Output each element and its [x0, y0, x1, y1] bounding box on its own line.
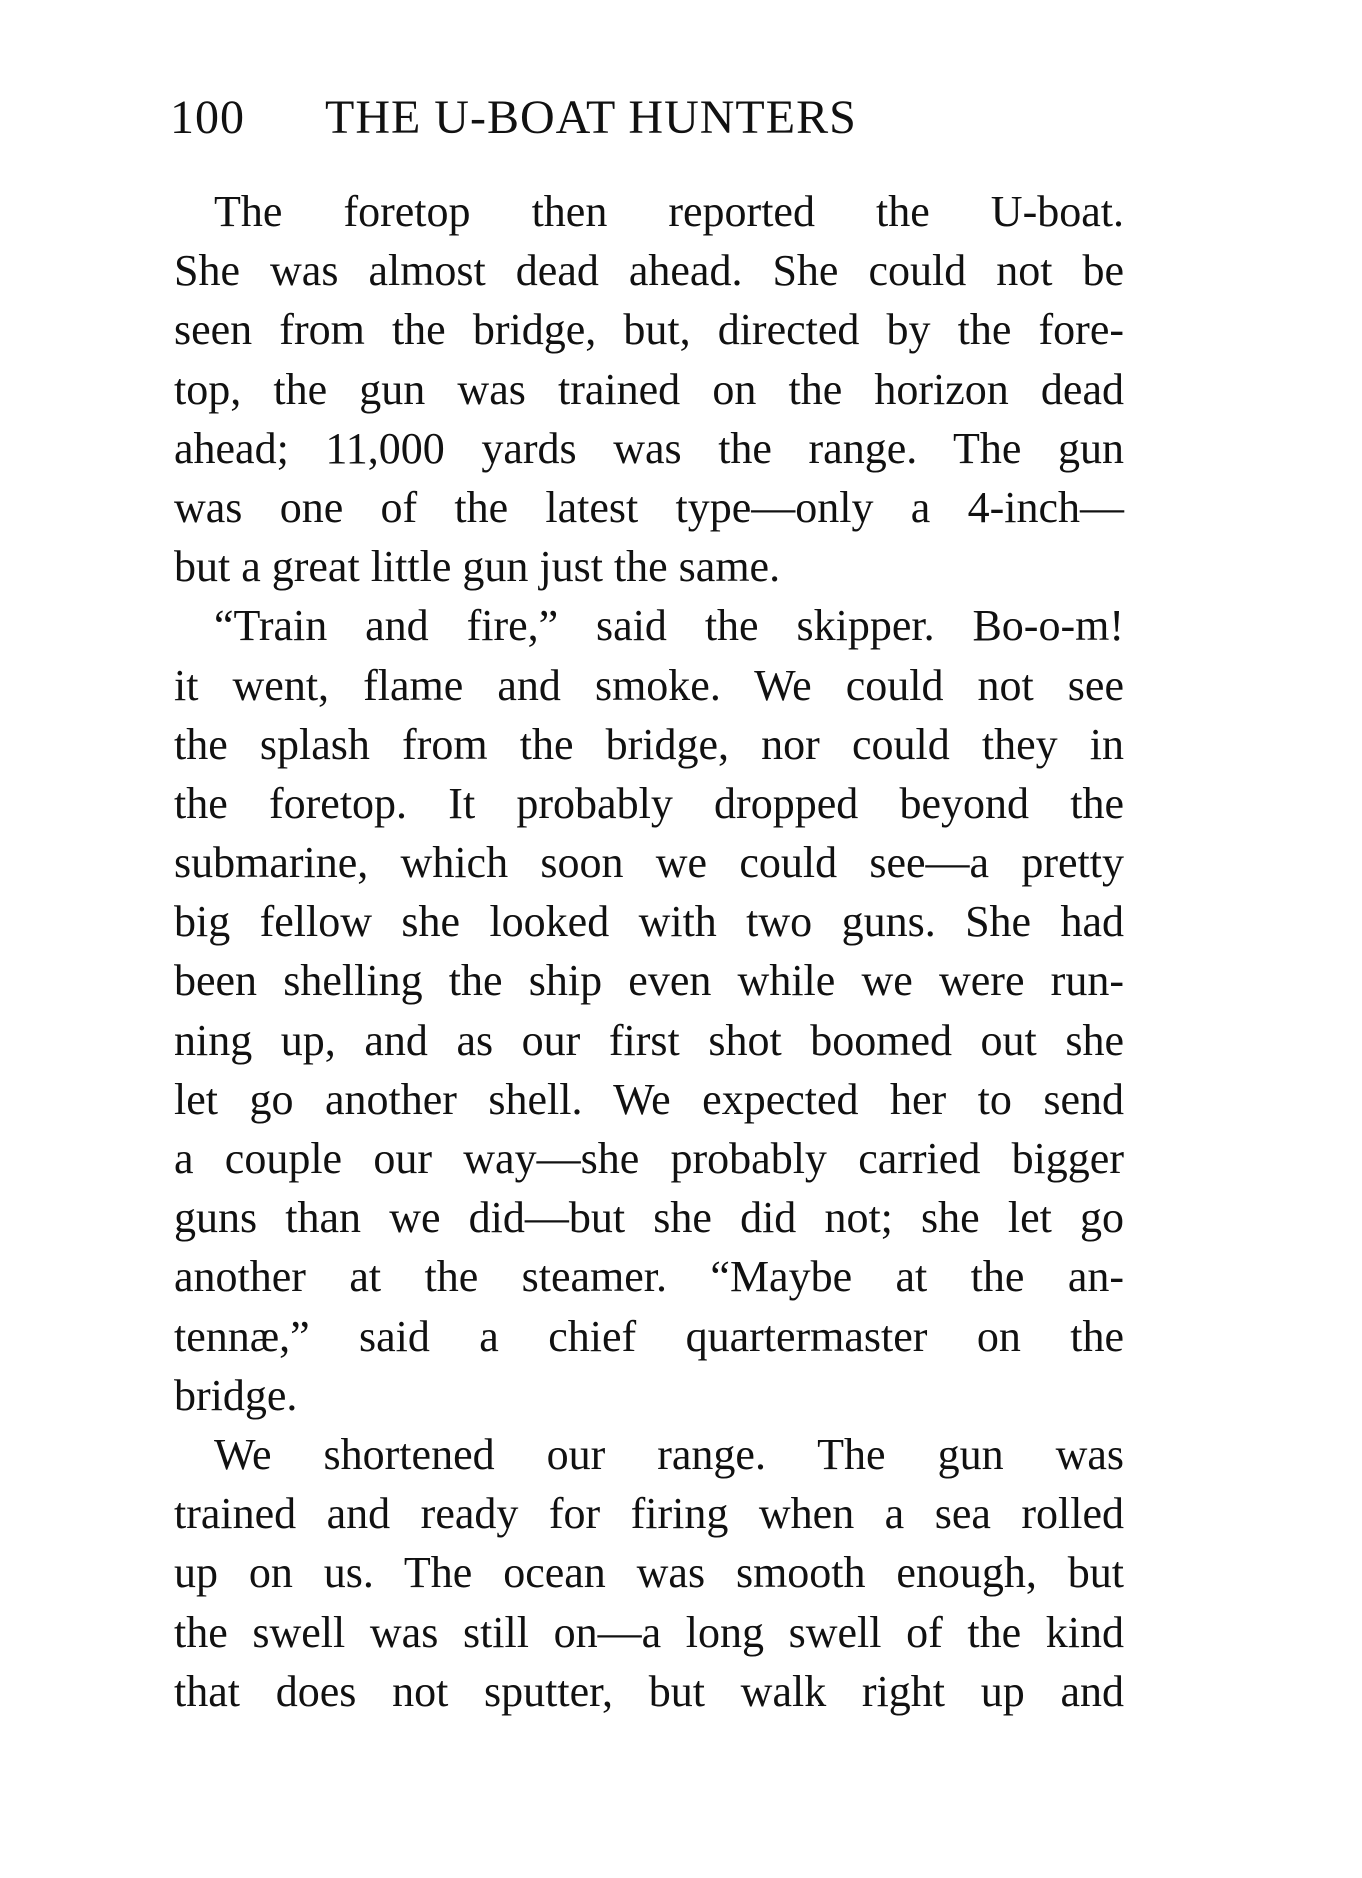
text-line: was one of the latest type—only a 4-inch— [174, 482, 1124, 532]
text-line: The foretop then reported the U-boat. [214, 187, 1124, 236]
text-line: let go another shell. We expected her to send [174, 1074, 1124, 1124]
text-line: bridge. [174, 1370, 298, 1420]
running-title: THE U-BOAT HUNTERS [325, 91, 857, 144]
text-line: the splash from the bridge, nor could they in [174, 719, 1124, 769]
text-line: a couple our way—she probably carried bigger [174, 1134, 1124, 1183]
text-line: the swell was still on—a long swell of the kind [174, 1607, 1124, 1657]
text-line: the foretop. It probably dropped beyond the [174, 778, 1124, 828]
text-line: ning up, and as our first shot boomed out she [174, 1015, 1124, 1065]
text-line: top, the gun was trained on the horizon dead [174, 364, 1124, 414]
text-line: ahead; 11,000 yards was the range. The gun [174, 423, 1124, 473]
text-line: We shortened our range. The gun was [214, 1429, 1124, 1479]
body-text [174, 182, 1124, 1721]
text-line: big fellow she looked with two guns. She had [174, 897, 1124, 947]
text-line: She was almost dead ahead. She could not be [174, 246, 1124, 296]
text-line: tennæ,” said a chief quartermaster on the [174, 1311, 1124, 1361]
text-line: it went, flame and smoke. We could not see [174, 660, 1124, 710]
page-number: 100 [170, 91, 245, 144]
text-line: trained and ready for firing when a sea rolled [174, 1489, 1124, 1539]
text-line: been shelling the ship even while we were run- [174, 956, 1124, 1006]
text-line: up on us. The ocean was smooth enough, but [174, 1548, 1124, 1598]
text-line: another at the steamer. “Maybe at the an- [174, 1252, 1124, 1302]
text-line: “Train and fire,” said the skipper. Bo-o-m! [214, 601, 1124, 651]
text-line: but a great little gun just the same. [174, 542, 781, 592]
text-line: seen from the bridge, but, directed by the fore- [174, 305, 1124, 355]
text-line: that does not sputter, but walk right up and [174, 1666, 1124, 1716]
text-line: submarine, which soon we could see—a pretty [174, 838, 1124, 888]
running-head [170, 88, 1130, 148]
text-line: guns than we did—but she did not; she let go [174, 1193, 1124, 1243]
